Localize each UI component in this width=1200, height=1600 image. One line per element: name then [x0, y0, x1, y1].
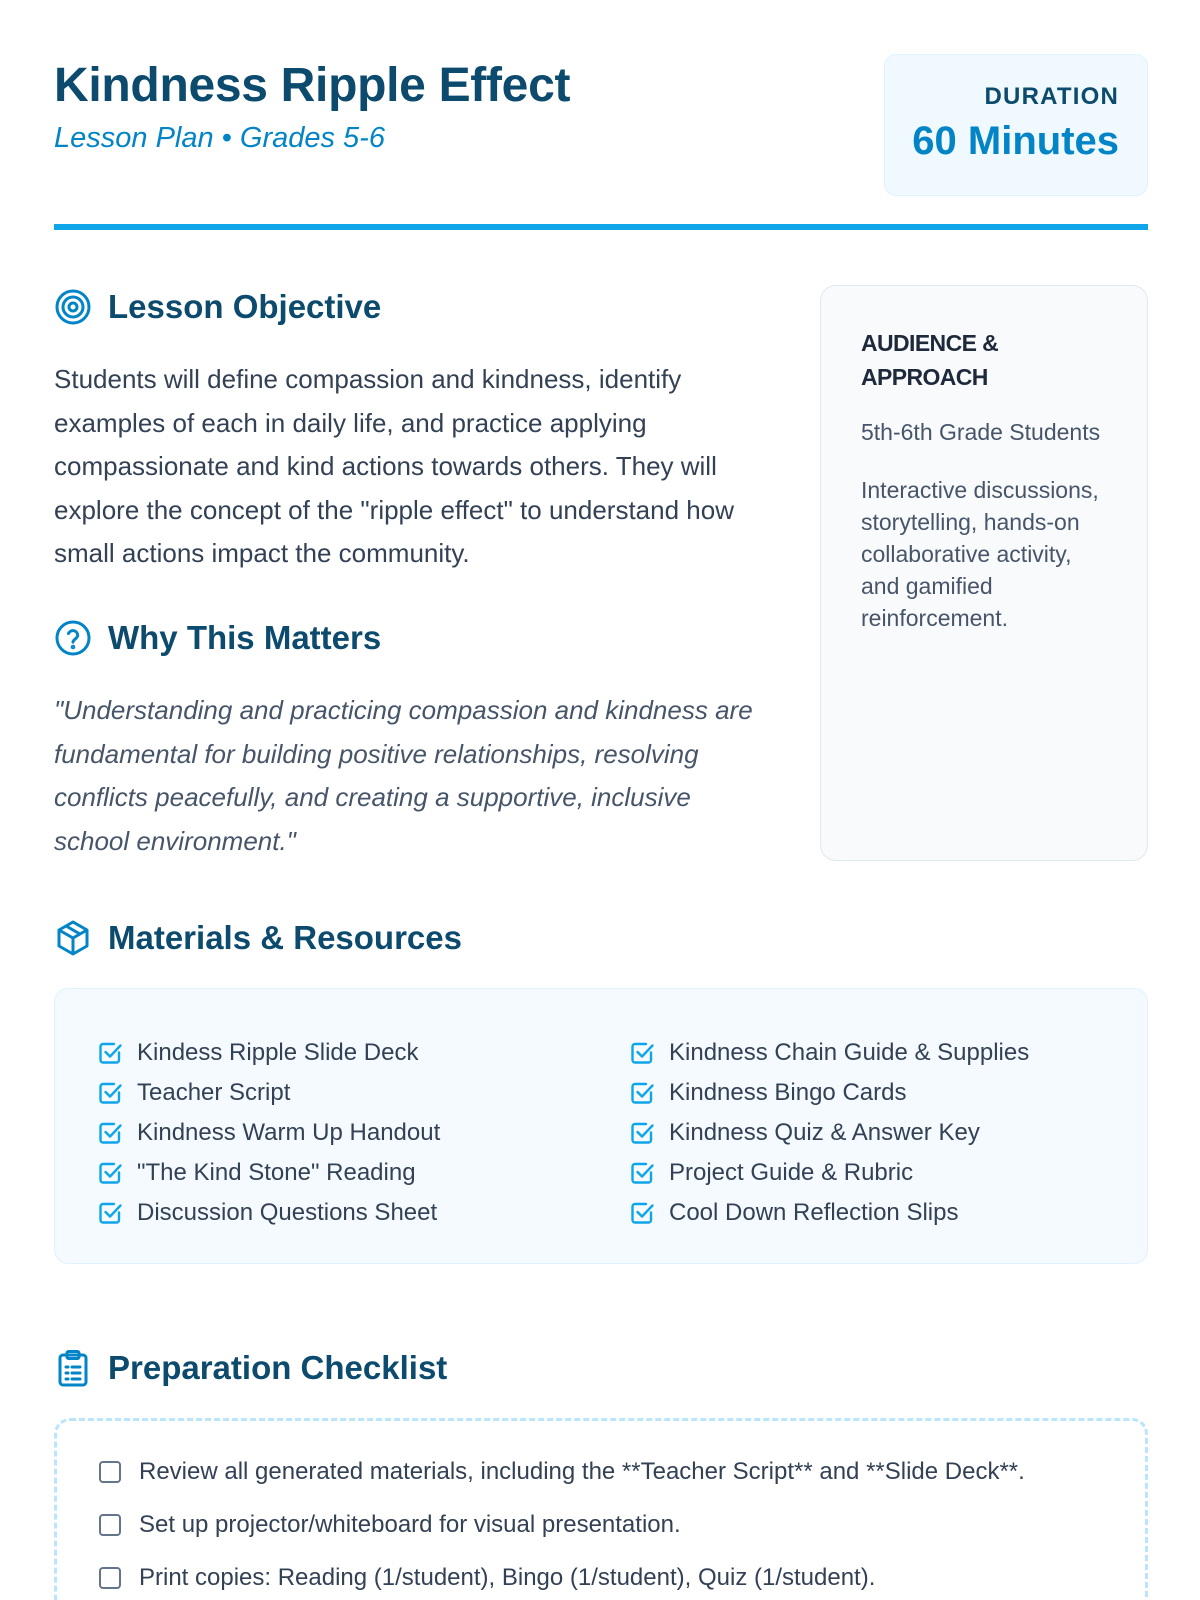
objective-title: Lesson Objective	[108, 288, 382, 325]
checkbox-checked-icon	[97, 1040, 123, 1066]
material-label: Kindness Chain Guide & Supplies	[669, 1039, 1030, 1066]
material-label: Cool Down Reflection Slips	[669, 1199, 959, 1226]
materials-column-left	[97, 1033, 440, 1233]
checklist-item-label: Print copies: Reading (1/student), Bingo (1/student), Quiz (1/student).	[139, 1564, 876, 1591]
list-item	[97, 1073, 440, 1113]
checkbox-checked-icon	[629, 1040, 655, 1066]
checkbox-checked-icon	[97, 1120, 123, 1146]
material-label: Teacher Script	[137, 1079, 291, 1106]
materials-list	[54, 988, 1148, 1264]
materials-heading	[54, 919, 462, 957]
why-title: Why This Matters	[108, 619, 382, 656]
material-label: Kindess Ripple Slide Deck	[137, 1039, 419, 1066]
audience-heading: AUDIENCE & APPROACH	[861, 330, 999, 390]
clipboard-list-icon	[54, 1349, 92, 1387]
page-title: Kindness Ripple Effect	[54, 59, 571, 112]
materials-title: Materials & Resources	[108, 919, 462, 956]
list-item	[97, 1033, 440, 1073]
checkbox-checked-icon	[629, 1160, 655, 1186]
duration-card	[884, 54, 1148, 196]
objective-heading	[54, 288, 381, 326]
lesson-header	[54, 52, 1148, 230]
material-label: "The Kind Stone" Reading	[137, 1159, 416, 1186]
preparation-heading	[54, 1349, 447, 1387]
help-circle-icon	[54, 619, 92, 657]
material-label: Discussion Questions Sheet	[137, 1199, 438, 1226]
list-item	[629, 1113, 1029, 1153]
checklist-item	[99, 1458, 1025, 1486]
preparation-title: Preparation Checklist	[108, 1349, 448, 1386]
list-item	[629, 1193, 1029, 1233]
approach-text: Interactive discussions, storytelling, hands-on collaborative activity, and gamified reinforcement.	[861, 477, 1099, 631]
duration-value: 60 Minutes	[912, 119, 1119, 163]
audience-text: 5th-6th Grade Students	[861, 419, 1101, 445]
checklist-checkbox[interactable]	[99, 1567, 121, 1589]
checkbox-checked-icon	[97, 1160, 123, 1186]
list-item	[97, 1153, 440, 1193]
checklist-item	[99, 1511, 681, 1539]
list-item	[629, 1153, 1029, 1193]
checklist-checkbox[interactable]	[99, 1514, 121, 1536]
material-label: Project Guide & Rubric	[669, 1159, 914, 1186]
material-label: Kindness Bingo Cards	[669, 1079, 907, 1106]
list-item	[97, 1193, 440, 1233]
list-item	[629, 1073, 1029, 1113]
material-label: Kindness Warm Up Handout	[137, 1119, 441, 1146]
preparation-checklist	[54, 1418, 1148, 1600]
list-item	[97, 1113, 440, 1153]
audience-card	[820, 285, 1148, 861]
checkbox-checked-icon	[97, 1200, 123, 1226]
package-icon	[54, 919, 92, 957]
checklist-item-label: Review all generated materials, including the **Teacher Script** and **Slide Deck**.	[139, 1458, 1025, 1485]
material-label: Kindness Quiz & Answer Key	[669, 1119, 980, 1146]
page-subtitle: Lesson Plan • Grades 5-6	[54, 122, 385, 154]
target-icon	[54, 288, 92, 326]
checkbox-checked-icon	[97, 1080, 123, 1106]
list-item	[629, 1033, 1029, 1073]
checkbox-checked-icon	[629, 1120, 655, 1146]
materials-column-right	[629, 1033, 1029, 1233]
why-heading	[54, 619, 381, 657]
why-quote: "Understanding and practicing compassion and kindness are fundamental for building positive relationships, resolving conflicts peacefully, and creating a supportive, inclusive school environment."	[54, 695, 753, 856]
checkbox-checked-icon	[629, 1200, 655, 1226]
checkbox-checked-icon	[629, 1080, 655, 1106]
checklist-item-label: Set up projector/whiteboard for visual presentation.	[139, 1511, 681, 1538]
checklist-checkbox[interactable]	[99, 1461, 121, 1483]
checklist-item	[99, 1564, 875, 1592]
header-divider	[54, 224, 1148, 230]
objective-text: Students will define compassion and kindness, identify examples of each in daily life, and practice applying compassionate and kind actions towards others. They will explore the concept of the "ripple effect" to understand how small actions impact the community.	[54, 364, 734, 568]
duration-label: DURATION	[984, 83, 1119, 110]
